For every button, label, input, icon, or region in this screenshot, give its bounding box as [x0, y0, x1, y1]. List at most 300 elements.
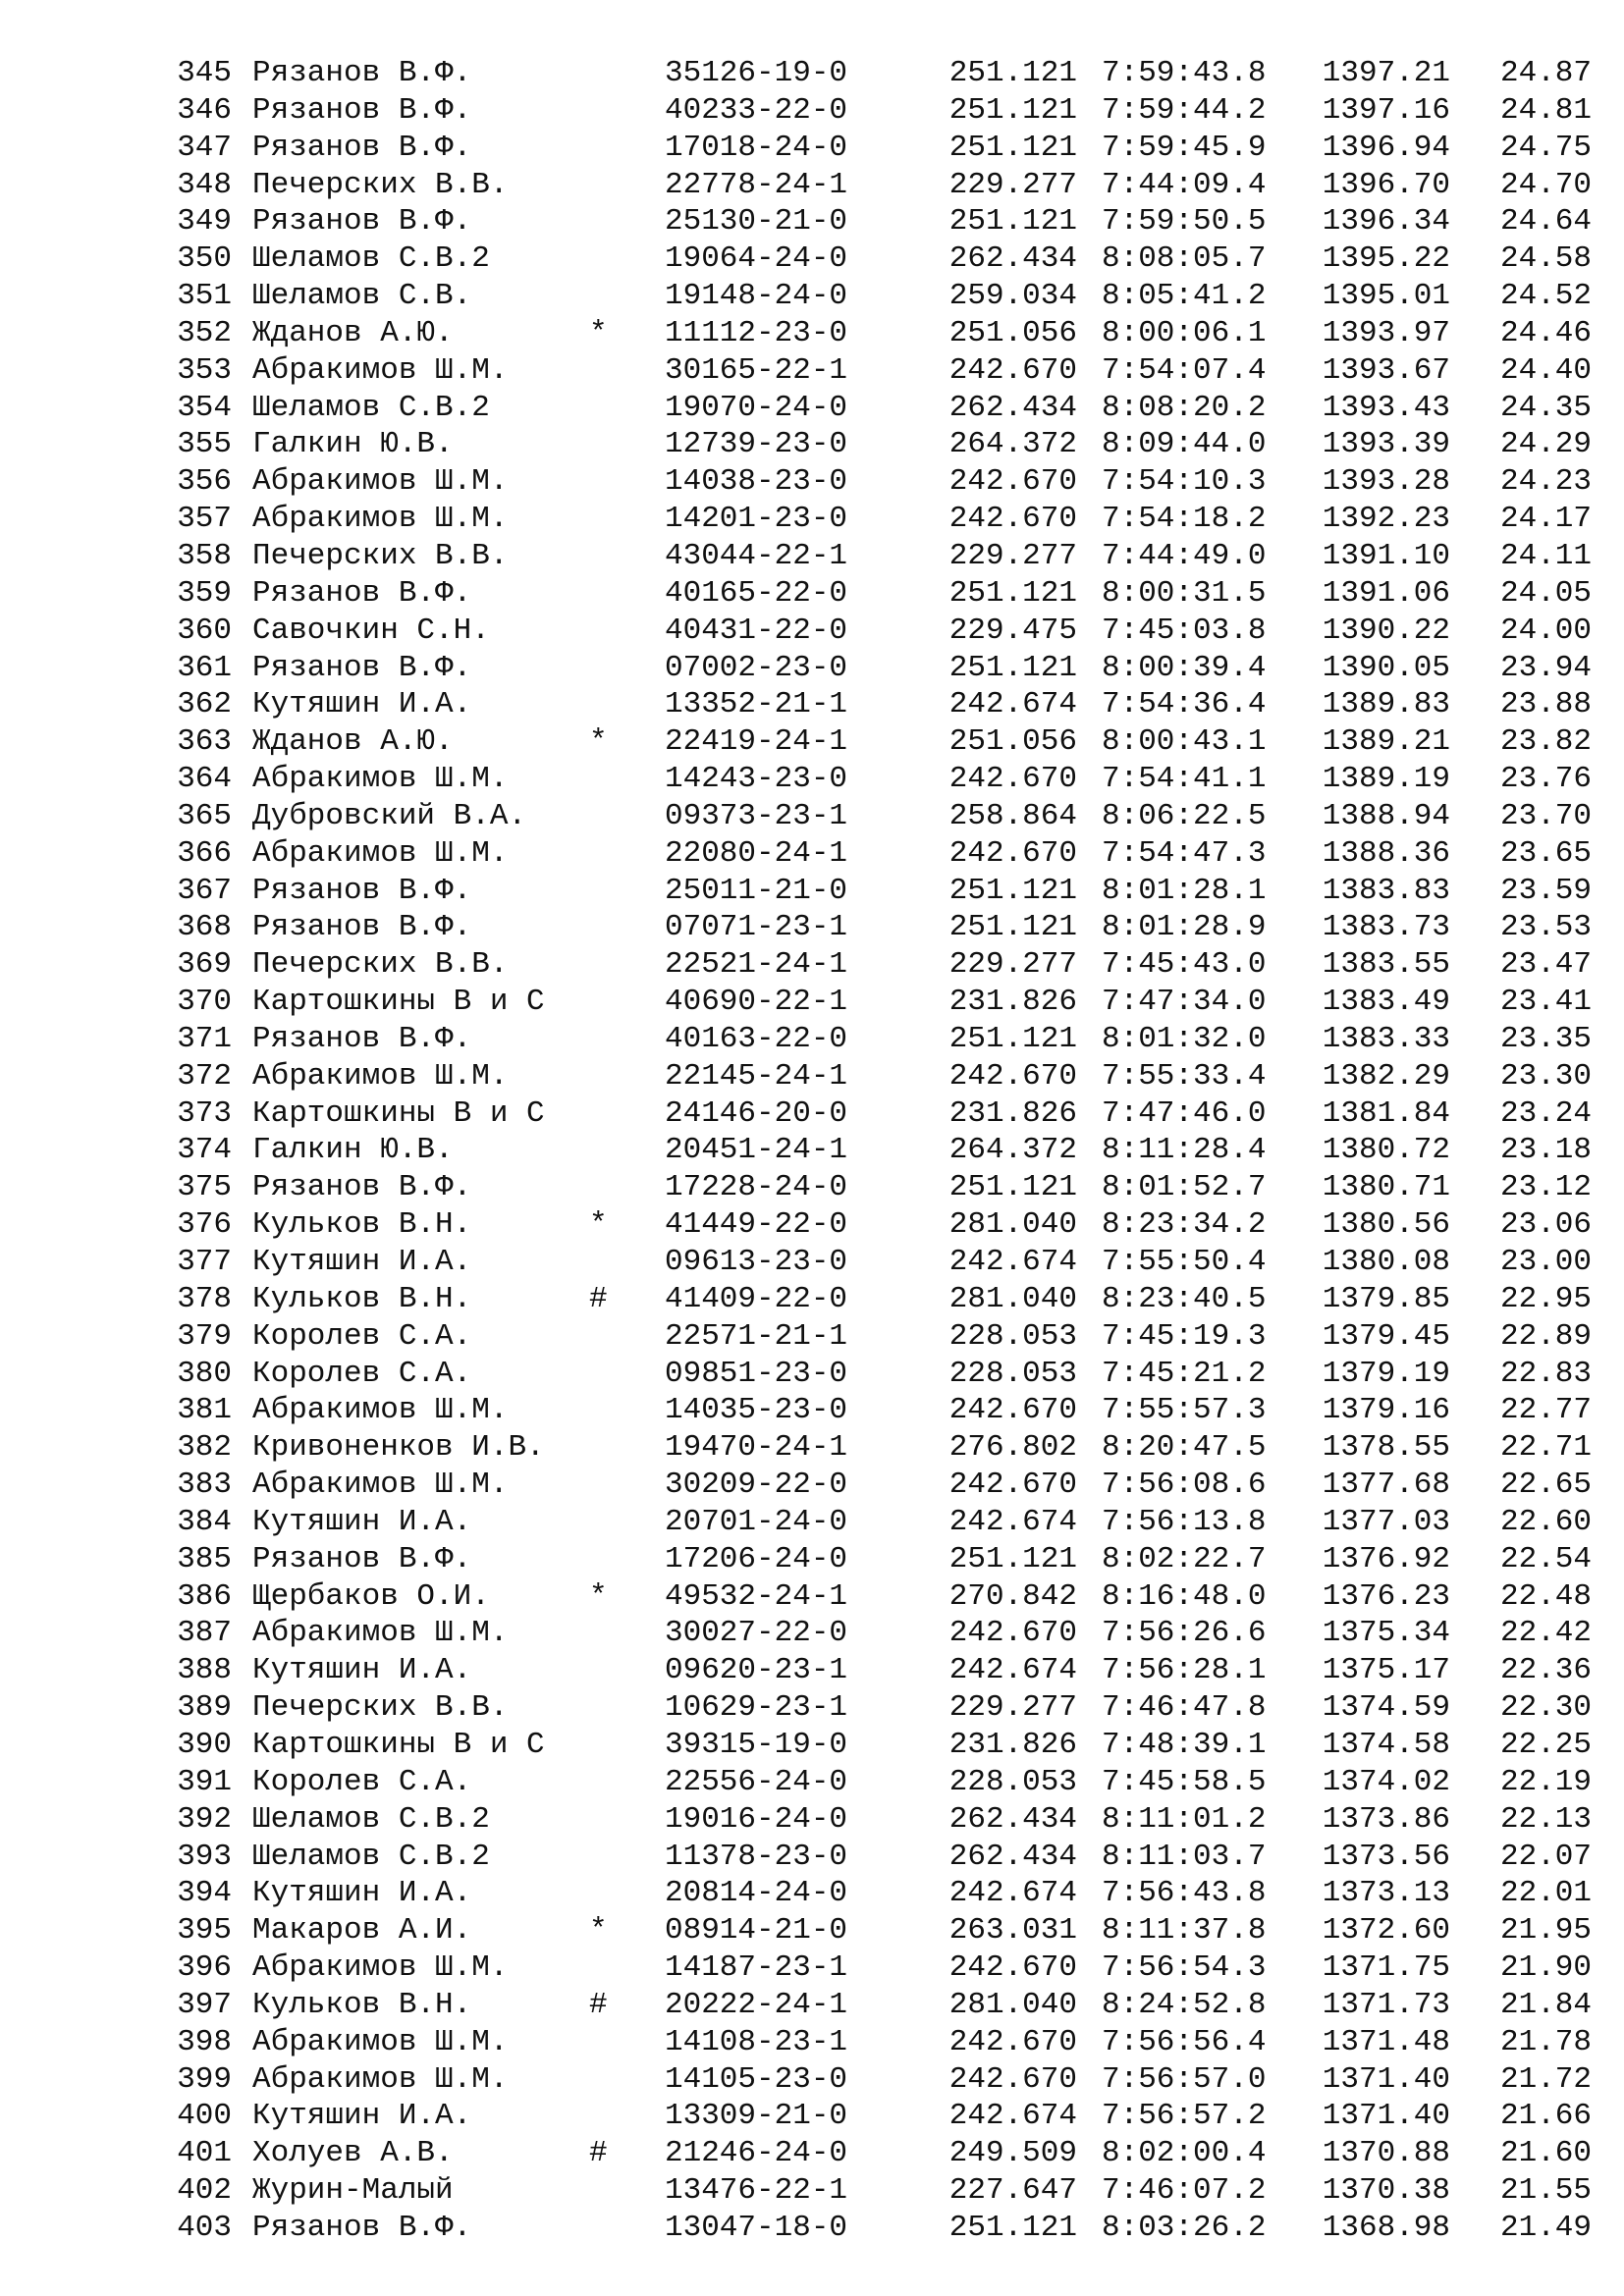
- distance-value: 242.670: [948, 1058, 1077, 1094]
- place-number: 379: [177, 1318, 232, 1354]
- coefficient-value: 21.95: [1499, 1913, 1592, 1949]
- ring-number: 30209-22-0: [665, 1468, 848, 1503]
- arrival-time: 8:03:26.2: [1102, 2210, 1267, 2245]
- arrival-time: 7:56:13.8: [1102, 1504, 1267, 1539]
- fancier-name: Картошкины В и С: [252, 1095, 545, 1131]
- distance-value: 242.670: [948, 1950, 1077, 1986]
- arrival-time: 7:47:34.0: [1102, 985, 1267, 1020]
- fancier-name: Кутяшин И.А.: [252, 2099, 472, 2134]
- speed-value: 1376.92: [1322, 1541, 1450, 1576]
- ring-number: 24146-20-0: [665, 1095, 848, 1131]
- distance-value: 262.434: [948, 390, 1077, 425]
- distance-value: 251.121: [948, 130, 1077, 165]
- arrival-time: 7:56:26.6: [1102, 1616, 1267, 1651]
- ring-number: 17206-24-0: [665, 1541, 848, 1576]
- coefficient-value: 23.82: [1499, 724, 1592, 760]
- fancier-name: Рязанов В.Ф.: [252, 1170, 472, 1205]
- speed-value: 1390.05: [1322, 650, 1450, 685]
- place-number: 347: [177, 130, 232, 165]
- fancier-name: Абракимов Ш.М.: [252, 1058, 509, 1094]
- distance-value: 229.277: [948, 947, 1077, 983]
- fancier-name: Абракимов Ш.М.: [252, 502, 509, 537]
- fancier-name: Абракимов Ш.М.: [252, 464, 509, 500]
- ring-number: 40163-22-0: [665, 1021, 848, 1056]
- place-number: 392: [177, 1801, 232, 1837]
- ring-number: 40165-22-0: [665, 575, 848, 611]
- speed-value: 1374.59: [1322, 1690, 1450, 1726]
- coefficient-value: 22.25: [1499, 1727, 1592, 1762]
- ring-number: 14038-23-0: [665, 464, 848, 500]
- ring-number: 13309-21-0: [665, 2099, 848, 2134]
- place-number: 397: [177, 1987, 232, 2022]
- distance-value: 242.674: [948, 1245, 1077, 1279]
- ring-number: 19070-24-0: [665, 390, 848, 425]
- coefficient-value: 23.35: [1499, 1021, 1592, 1056]
- place-number: 349: [177, 204, 232, 240]
- distance-value: 231.826: [948, 1727, 1077, 1762]
- fancier-name: Рязанов В.Ф.: [252, 92, 472, 128]
- speed-value: 1375.17: [1322, 1653, 1450, 1688]
- coefficient-value: 24.35: [1499, 390, 1592, 425]
- speed-value: 1393.28: [1322, 464, 1450, 500]
- distance-value: 242.674: [948, 1876, 1077, 1911]
- coefficient-value: 24.52: [1499, 279, 1592, 314]
- coefficient-value: 24.75: [1499, 130, 1592, 165]
- arrival-time: 8:02:22.7: [1102, 1541, 1267, 1576]
- distance-value: 242.674: [948, 1504, 1077, 1539]
- arrival-time: 8:20:47.5: [1102, 1430, 1267, 1466]
- distance-value: 264.372: [948, 1133, 1077, 1168]
- ring-number: 22521-24-1: [665, 947, 848, 983]
- fancier-name: Рязанов В.Ф.: [252, 873, 472, 908]
- speed-value: 1395.22: [1322, 241, 1450, 277]
- arrival-time: 8:01:28.1: [1102, 873, 1267, 908]
- distance-value: 251.056: [948, 724, 1077, 760]
- place-number: 381: [177, 1393, 232, 1428]
- distance-value: 281.040: [948, 1207, 1077, 1243]
- place-number: 345: [177, 56, 232, 90]
- place-number: 362: [177, 687, 232, 722]
- fancier-name: Жданов А.Ю.: [252, 724, 454, 760]
- speed-value: 1389.19: [1322, 762, 1450, 797]
- arrival-time: 8:11:28.4: [1102, 1133, 1267, 1168]
- fancier-name: Шеламов С.В.: [252, 279, 472, 314]
- arrival-time: 7:55:57.3: [1102, 1393, 1267, 1428]
- coefficient-value: 23.53: [1499, 910, 1592, 945]
- arrival-time: 7:46:47.8: [1102, 1690, 1267, 1726]
- ring-number: 40690-22-1: [665, 985, 848, 1020]
- place-number: 366: [177, 835, 232, 871]
- speed-value: 1396.94: [1322, 130, 1450, 165]
- coefficient-value: 23.70: [1499, 798, 1592, 833]
- place-number: 398: [177, 2024, 232, 2059]
- ring-number: 09613-23-0: [665, 1245, 848, 1279]
- coefficient-value: 22.89: [1499, 1318, 1592, 1354]
- place-number: 393: [177, 1839, 232, 1874]
- ring-number: 07002-23-0: [665, 650, 848, 685]
- ring-number: 25011-21-0: [665, 873, 848, 908]
- distance-value: 251.121: [948, 1021, 1077, 1056]
- place-number: 360: [177, 613, 232, 648]
- place-number: 369: [177, 947, 232, 983]
- fancier-name: Шеламов С.В.2: [252, 1801, 490, 1837]
- mark-symbol: *: [589, 1913, 608, 1949]
- fancier-name: Рязанов В.Ф.: [252, 650, 472, 685]
- fancier-name: Жданов А.Ю.: [252, 315, 454, 350]
- fancier-name: Галкин Ю.В.: [252, 1133, 454, 1168]
- distance-value: 242.670: [948, 762, 1077, 797]
- ring-number: 20451-24-1: [665, 1133, 848, 1168]
- distance-value: 228.053: [948, 1318, 1077, 1354]
- speed-value: 1380.72: [1322, 1133, 1450, 1168]
- ring-number: 13352-21-1: [665, 687, 848, 722]
- fancier-name: Картошкины В и С: [252, 1727, 545, 1762]
- fancier-name: Абракимов Ш.М.: [252, 762, 509, 797]
- ring-number: 22571-21-1: [665, 1318, 848, 1354]
- coefficient-value: 21.66: [1499, 2099, 1592, 2134]
- arrival-time: 8:06:22.5: [1102, 798, 1267, 833]
- arrival-time: 8:11:01.2: [1102, 1801, 1267, 1837]
- fancier-name: Королев С.А.: [252, 1318, 472, 1354]
- speed-value: 1383.49: [1322, 985, 1450, 1020]
- ring-number: 19016-24-0: [665, 1801, 848, 1837]
- coefficient-value: 22.42: [1499, 1616, 1592, 1651]
- distance-value: 242.670: [948, 352, 1077, 388]
- fancier-name: Галкин Ю.В.: [252, 427, 454, 462]
- place-number: 382: [177, 1430, 232, 1466]
- fancier-name: Кульков В.Н.: [252, 1281, 472, 1316]
- distance-value: 242.670: [948, 1393, 1077, 1428]
- fancier-name: Холуев А.В.: [252, 2136, 454, 2171]
- speed-value: 1377.68: [1322, 1468, 1450, 1503]
- place-number: 403: [177, 2210, 232, 2245]
- arrival-time: 7:44:09.4: [1102, 167, 1267, 202]
- ring-number: 14108-23-1: [665, 2024, 848, 2059]
- place-number: 351: [177, 279, 232, 314]
- distance-value: 264.372: [948, 427, 1077, 462]
- arrival-time: 7:55:33.4: [1102, 1058, 1267, 1094]
- fancier-name: Печерских В.В.: [252, 1690, 509, 1726]
- place-number: 352: [177, 315, 232, 350]
- coefficient-value: 22.36: [1499, 1653, 1592, 1688]
- arrival-time: 7:48:39.1: [1102, 1727, 1267, 1762]
- distance-value: 251.121: [948, 873, 1077, 908]
- place-number: 372: [177, 1058, 232, 1094]
- distance-value: 258.864: [948, 798, 1077, 833]
- speed-value: 1383.83: [1322, 873, 1450, 908]
- coefficient-value: 24.29: [1499, 427, 1592, 462]
- arrival-time: 8:01:52.7: [1102, 1170, 1267, 1205]
- distance-value: 251.121: [948, 2210, 1077, 2245]
- fancier-name: Королев С.А.: [252, 1764, 472, 1799]
- ring-number: 20701-24-0: [665, 1504, 848, 1539]
- speed-value: 1371.40: [1322, 2099, 1450, 2134]
- arrival-time: 7:45:19.3: [1102, 1318, 1267, 1354]
- place-number: 378: [177, 1281, 232, 1316]
- place-number: 400: [177, 2099, 232, 2134]
- fancier-name: Абракимов Ш.М.: [252, 1616, 509, 1651]
- distance-value: 263.031: [948, 1913, 1077, 1949]
- arrival-time: 8:05:41.2: [1102, 279, 1267, 314]
- ring-number: 40233-22-0: [665, 92, 848, 128]
- speed-value: 1379.19: [1322, 1356, 1450, 1391]
- arrival-time: 7:59:45.9: [1102, 130, 1267, 165]
- fancier-name: Рязанов В.Ф.: [252, 910, 472, 945]
- coefficient-value: 22.60: [1499, 1504, 1592, 1539]
- speed-value: 1370.88: [1322, 2136, 1450, 2171]
- place-number: 353: [177, 352, 232, 388]
- ring-number: 09620-23-1: [665, 1653, 848, 1688]
- coefficient-value: 24.00: [1499, 613, 1592, 648]
- speed-value: 1373.13: [1322, 1876, 1450, 1911]
- coefficient-value: 23.24: [1499, 1095, 1592, 1131]
- coefficient-value: 23.47: [1499, 947, 1592, 983]
- distance-value: 242.670: [948, 2024, 1077, 2059]
- ring-number: 13476-22-1: [665, 2173, 848, 2209]
- fancier-name: Савочкин С.Н.: [252, 613, 490, 648]
- fancier-name: Абракимов Ш.М.: [252, 2024, 509, 2059]
- distance-value: 229.277: [948, 167, 1077, 202]
- coefficient-value: 22.07: [1499, 1839, 1592, 1874]
- ring-number: 14035-23-0: [665, 1393, 848, 1428]
- distance-value: 251.121: [948, 575, 1077, 611]
- distance-value: 227.647: [948, 2173, 1077, 2209]
- ring-number: 19470-24-1: [665, 1430, 848, 1466]
- fancier-name: Дубровский В.А.: [252, 798, 527, 833]
- fancier-name: Кривоненков И.В.: [252, 1430, 545, 1466]
- ring-number: 09373-23-1: [665, 798, 848, 833]
- distance-value: 228.053: [948, 1764, 1077, 1799]
- ring-number: 19064-24-0: [665, 241, 848, 277]
- fancier-name: Абракимов Ш.М.: [252, 835, 509, 871]
- distance-value: 242.670: [948, 835, 1077, 871]
- speed-value: 1383.73: [1322, 910, 1450, 945]
- place-number: 395: [177, 1913, 232, 1949]
- arrival-time: 7:45:43.0: [1102, 947, 1267, 983]
- place-number: 350: [177, 241, 232, 277]
- distance-value: 262.434: [948, 1801, 1077, 1837]
- ring-number: 19148-24-0: [665, 279, 848, 314]
- speed-value: 1383.33: [1322, 1021, 1450, 1056]
- fancier-name: Картошкины В и С: [252, 985, 545, 1020]
- speed-value: 1397.21: [1322, 56, 1450, 90]
- ring-number: 14105-23-0: [665, 2061, 848, 2097]
- ring-number: 14187-23-1: [665, 1950, 848, 1986]
- coefficient-value: 22.95: [1499, 1281, 1592, 1316]
- coefficient-value: 22.19: [1499, 1764, 1592, 1799]
- fancier-name: Кульков В.Н.: [252, 1987, 472, 2022]
- speed-value: 1379.16: [1322, 1393, 1450, 1428]
- place-number: 359: [177, 575, 232, 611]
- speed-value: 1379.85: [1322, 1281, 1450, 1316]
- coefficient-value: 21.49: [1499, 2210, 1592, 2245]
- speed-value: 1380.56: [1322, 1207, 1450, 1243]
- distance-value: 251.121: [948, 910, 1077, 945]
- place-number: 357: [177, 502, 232, 537]
- ring-number: 17228-24-0: [665, 1170, 848, 1205]
- speed-value: 1392.23: [1322, 502, 1450, 537]
- distance-value: 231.826: [948, 985, 1077, 1020]
- arrival-time: 7:54:18.2: [1102, 502, 1267, 537]
- speed-value: 1396.70: [1322, 167, 1450, 202]
- distance-value: 228.053: [948, 1356, 1077, 1391]
- arrival-time: 8:01:32.0: [1102, 1021, 1267, 1056]
- arrival-time: 8:16:48.0: [1102, 1578, 1267, 1614]
- arrival-time: 8:01:28.9: [1102, 910, 1267, 945]
- coefficient-value: 24.70: [1499, 167, 1592, 202]
- speed-value: 1382.29: [1322, 1058, 1450, 1094]
- coefficient-value: 23.65: [1499, 835, 1592, 871]
- speed-value: 1393.97: [1322, 315, 1450, 350]
- ring-number: 14243-23-0: [665, 762, 848, 797]
- place-number: 356: [177, 464, 232, 500]
- coefficient-value: 24.46: [1499, 315, 1592, 350]
- place-number: 375: [177, 1170, 232, 1205]
- distance-value: 242.670: [948, 1616, 1077, 1651]
- speed-value: 1378.55: [1322, 1430, 1450, 1466]
- speed-value: 1380.08: [1322, 1245, 1450, 1279]
- coefficient-value: 23.76: [1499, 762, 1592, 797]
- ring-number: 14201-23-0: [665, 502, 848, 537]
- coefficient-value: 23.41: [1499, 985, 1592, 1020]
- arrival-time: 7:59:43.8: [1102, 56, 1267, 90]
- place-number: 385: [177, 1541, 232, 1576]
- coefficient-value: 24.05: [1499, 575, 1592, 611]
- arrival-time: 7:54:07.4: [1102, 352, 1267, 388]
- speed-value: 1380.71: [1322, 1170, 1450, 1205]
- ring-number: 41409-22-0: [665, 1281, 848, 1316]
- place-number: 371: [177, 1021, 232, 1056]
- fancier-name: Рязанов В.Ф.: [252, 575, 472, 611]
- arrival-time: 7:54:36.4: [1102, 687, 1267, 722]
- speed-value: 1388.36: [1322, 835, 1450, 871]
- place-number: 401: [177, 2136, 232, 2171]
- mark-symbol: *: [589, 1207, 608, 1243]
- speed-value: 1389.83: [1322, 687, 1450, 722]
- arrival-time: 7:56:28.1: [1102, 1653, 1267, 1688]
- place-number: 399: [177, 2061, 232, 2097]
- fancier-name: Абракимов Ш.М.: [252, 1393, 509, 1428]
- ring-number: 20814-24-0: [665, 1876, 848, 1911]
- speed-value: 1373.56: [1322, 1839, 1450, 1874]
- distance-value: 262.434: [948, 1839, 1077, 1874]
- speed-value: 1374.02: [1322, 1764, 1450, 1799]
- coefficient-value: 21.84: [1499, 1987, 1592, 2022]
- coefficient-value: 23.59: [1499, 873, 1592, 908]
- coefficient-value: 22.54: [1499, 1541, 1592, 1576]
- ring-number: 22145-24-1: [665, 1058, 848, 1094]
- mark-symbol: *: [589, 724, 608, 760]
- fancier-name: Журин-Малый: [252, 2173, 454, 2209]
- coefficient-value: 24.23: [1499, 464, 1592, 500]
- place-number: 389: [177, 1690, 232, 1726]
- place-number: 348: [177, 167, 232, 202]
- coefficient-value: 23.12: [1499, 1170, 1592, 1205]
- coefficient-value: 22.65: [1499, 1468, 1592, 1503]
- ring-number: 08914-21-0: [665, 1913, 848, 1949]
- speed-value: 1373.86: [1322, 1801, 1450, 1837]
- place-number: 386: [177, 1578, 232, 1614]
- speed-value: 1396.34: [1322, 204, 1450, 240]
- distance-value: 229.277: [948, 1690, 1077, 1726]
- ring-number: 41449-22-0: [665, 1207, 848, 1243]
- distance-value: 242.670: [948, 2061, 1077, 2097]
- arrival-time: 8:08:20.2: [1102, 390, 1267, 425]
- coefficient-value: 22.48: [1499, 1578, 1592, 1614]
- arrival-time: 8:00:31.5: [1102, 575, 1267, 611]
- distance-value: 281.040: [948, 1281, 1077, 1316]
- arrival-time: 7:59:44.2: [1102, 92, 1267, 128]
- place-number: 387: [177, 1616, 232, 1651]
- arrival-time: 7:54:41.1: [1102, 762, 1267, 797]
- speed-value: 1381.84: [1322, 1095, 1450, 1131]
- distance-value: 262.434: [948, 241, 1077, 277]
- place-number: 388: [177, 1653, 232, 1688]
- ring-number: 11112-23-0: [665, 315, 848, 350]
- fancier-name: Рязанов В.Ф.: [252, 1021, 472, 1056]
- distance-value: 242.670: [948, 464, 1077, 500]
- arrival-time: 7:46:07.2: [1102, 2173, 1267, 2209]
- coefficient-value: 22.83: [1499, 1356, 1592, 1391]
- arrival-time: 7:47:46.0: [1102, 1095, 1267, 1131]
- distance-value: 229.277: [948, 538, 1077, 573]
- fancier-name: Кутяшин И.А.: [252, 1504, 472, 1539]
- fancier-name: Абракимов Ш.М.: [252, 1468, 509, 1503]
- arrival-time: 8:00:06.1: [1102, 315, 1267, 350]
- ring-number: 35126-19-0: [665, 56, 848, 90]
- speed-value: 1389.21: [1322, 724, 1450, 760]
- speed-value: 1388.94: [1322, 798, 1450, 833]
- fancier-name: Рязанов В.Ф.: [252, 2210, 472, 2245]
- fancier-name: Шеламов С.В.2: [252, 241, 490, 277]
- coefficient-value: 24.87: [1499, 56, 1592, 90]
- speed-value: 1371.75: [1322, 1950, 1450, 1986]
- coefficient-value: 21.55: [1499, 2173, 1592, 2209]
- fancier-name: Макаров А.И.: [252, 1913, 472, 1949]
- coefficient-value: 22.01: [1499, 1876, 1592, 1911]
- distance-value: 242.674: [948, 2099, 1077, 2134]
- coefficient-value: 23.30: [1499, 1058, 1592, 1094]
- arrival-time: 7:45:03.8: [1102, 613, 1267, 648]
- ring-number: 39315-19-0: [665, 1727, 848, 1762]
- speed-value: 1383.55: [1322, 947, 1450, 983]
- distance-value: 251.121: [948, 204, 1077, 240]
- coefficient-value: 21.90: [1499, 1950, 1592, 1986]
- arrival-time: 7:56:56.4: [1102, 2024, 1267, 2059]
- coefficient-value: 24.58: [1499, 241, 1592, 277]
- arrival-time: 8:23:34.2: [1102, 1207, 1267, 1243]
- distance-value: 229.475: [948, 613, 1077, 648]
- fancier-name: Щербаков О.И.: [252, 1578, 490, 1614]
- arrival-time: 7:56:57.0: [1102, 2061, 1267, 2097]
- arrival-time: 8:08:05.7: [1102, 241, 1267, 277]
- fancier-name: Печерских В.В.: [252, 167, 509, 202]
- speed-value: 1374.58: [1322, 1727, 1450, 1762]
- place-number: 394: [177, 1876, 232, 1911]
- speed-value: 1372.60: [1322, 1913, 1450, 1949]
- place-number: 391: [177, 1764, 232, 1799]
- mark-symbol: *: [589, 315, 608, 350]
- fancier-name: Королев С.А.: [252, 1356, 472, 1391]
- arrival-time: 8:11:03.7: [1102, 1839, 1267, 1874]
- place-number: 363: [177, 724, 232, 760]
- distance-value: 249.509: [948, 2136, 1077, 2171]
- mark-symbol: #: [589, 1281, 608, 1316]
- coefficient-value: 23.94: [1499, 650, 1592, 685]
- ring-number: 30165-22-1: [665, 352, 848, 388]
- place-number: 380: [177, 1356, 232, 1391]
- ring-number: 12739-23-0: [665, 427, 848, 462]
